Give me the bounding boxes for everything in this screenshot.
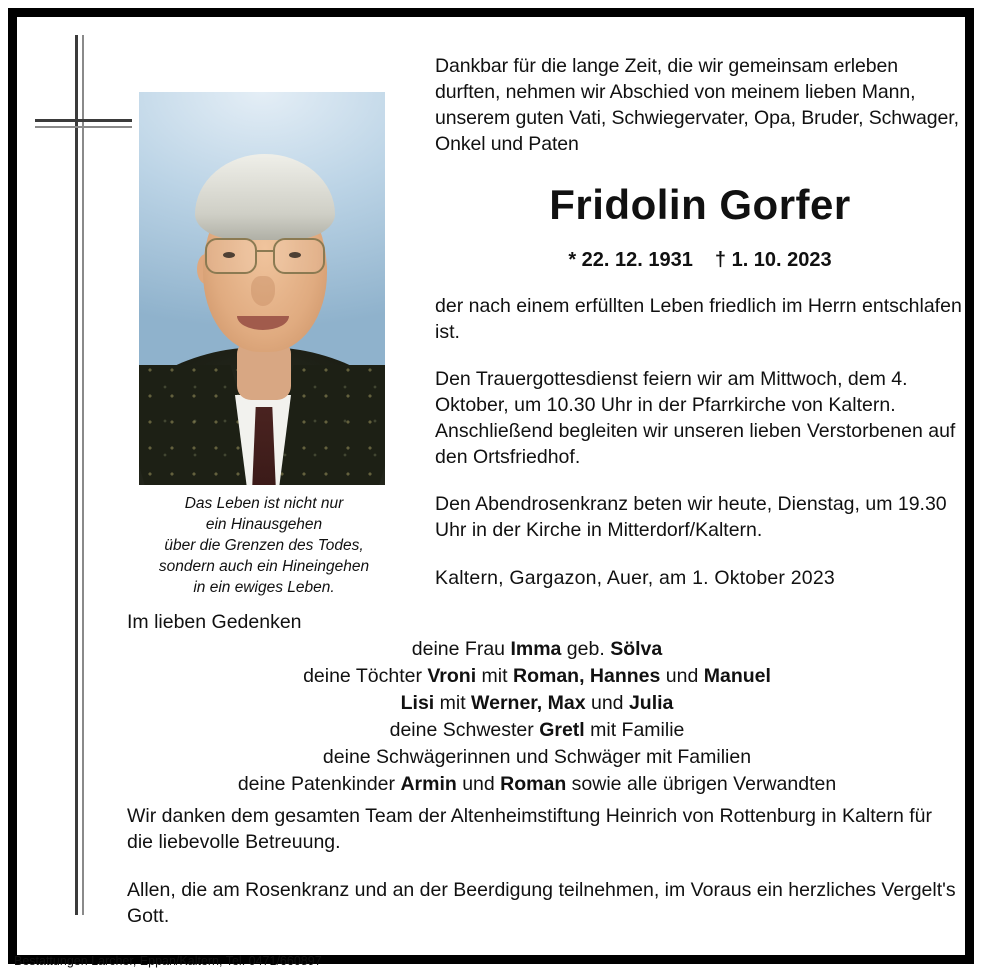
death-date: † 1. 10. 2023 xyxy=(714,249,832,271)
life-dates xyxy=(435,249,965,272)
notice-text-column xyxy=(435,53,965,591)
glasses-lens-left xyxy=(205,238,257,274)
verse-line: in ein ewiges Leben. xyxy=(193,579,335,596)
family-line: deine Schwester Gretl mit Familie xyxy=(389,719,685,741)
family-line: Lisi mit Werner, Max und Julia xyxy=(400,692,674,714)
place-and-date: Kaltern, Gargazon, Auer, am 1. Oktober 2023 xyxy=(435,567,835,589)
funeral-home-credit: Bestattungen Larcher, Eppan/Kaltern, Tel. 0471/660897 xyxy=(14,954,322,968)
family-line: deine Patenkinder Armin und Roman sowie alle übrigen Verwandten xyxy=(237,773,837,795)
family-line: deine Schwägerinnen und Schwäger mit Familien xyxy=(322,746,752,768)
glasses-icon xyxy=(201,238,329,274)
thanks-block xyxy=(127,803,957,929)
family-line: deine Töchter Vroni mit Roman, Hannes und Manuel xyxy=(303,665,771,687)
birth-date: * 22. 12. 1931 xyxy=(568,249,693,271)
memorial-verse xyxy=(129,493,399,598)
family-heading: Im lieben Gedenken xyxy=(127,611,302,633)
cross-horizontal-highlight xyxy=(35,126,132,128)
family-line: deine Frau Imma geb. Sölva xyxy=(411,638,663,660)
thanks-care-team: Wir danken dem gesamten Team der Altenheimstiftung Heinrich von Rottenburg in Kaltern für die liebevolle Betreuung. xyxy=(127,805,932,853)
thanks-attendees: Allen, die am Rosenkranz und an der Beerdigung teilnehmen, im Voraus ein herzliches Vergelt's Gott. xyxy=(127,879,956,927)
cross-vertical-bar xyxy=(75,35,78,915)
lead-paragraph: Dankbar für die lange Zeit, die wir gemeinsam erleben durften, nehmen wir Abschied von meinem lieben Mann, unserem guten Vati, Schwiegervater, Opa, Bruder, Schwager, Onkel und Paten xyxy=(435,55,959,155)
portrait-frame xyxy=(139,92,385,485)
paragraph-rosary: Den Abendrosenkranz beten wir heute, Dienstag, um 19.30 Uhr in der Kirche in Mitterdorf/Kaltern. xyxy=(435,493,947,541)
verse-line: ein Hinausgehen xyxy=(205,516,323,533)
cross-horizontal-bar xyxy=(35,119,132,122)
cross-vertical-highlight xyxy=(82,35,84,915)
obituary-inner xyxy=(17,17,965,955)
paragraph-funeral-service: Den Trauergottesdienst feiern wir am Mittwoch, dem 4. Oktober, um 10.30 Uhr in der Pfarrkirche von Kaltern. Anschließend begleiten wir unseren lieben Verstorbenen auf den Ortsfriedhof. xyxy=(435,368,956,468)
verse-line: Das Leben ist nicht nur xyxy=(184,495,344,512)
glasses-lens-right xyxy=(273,238,325,274)
glasses-bridge xyxy=(255,250,275,252)
verse-line: über die Grenzen des Todes, xyxy=(164,537,364,554)
paragraph-passing: der nach einem erfüllten Leben friedlich im Herrn entschlafen ist. xyxy=(435,295,962,343)
verse-line: sondern auch ein Hineingehen xyxy=(158,558,370,575)
obituary-card xyxy=(8,8,974,964)
cross-icon xyxy=(29,35,139,915)
portrait-nose xyxy=(251,276,275,306)
deceased-name: Fridolin Gorfer xyxy=(549,181,851,228)
portrait-photo xyxy=(139,92,385,485)
family-block xyxy=(127,609,947,798)
